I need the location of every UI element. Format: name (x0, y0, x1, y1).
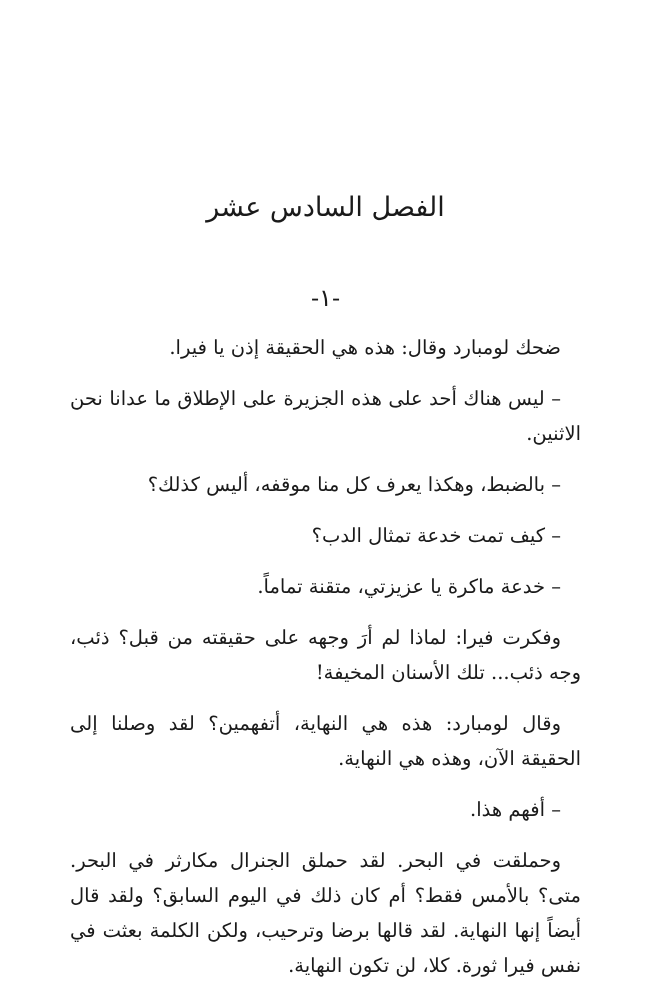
paragraph: وقال لومبارد: هذه هي النهاية، أتفهمين؟ لقد وصلنا إلى الحقيقة الآن، وهذه هي النهاية. (70, 712, 581, 770)
dialog-line: – خدعة ماكرة يا عزيزتي، متقنة تماماً. (257, 575, 561, 598)
dialog-line: – ليس هناك أحد على هذه الجزيرة على الإطلاق ما عدانا نحن الاثنين. (70, 387, 581, 445)
section-number: -١- (310, 284, 341, 312)
paragraph: ضحك لومبارد وقال: هذه هي الحقيقة إذن يا فيرا. (169, 336, 561, 359)
chapter-title: الفصل السادس عشر (206, 192, 445, 223)
dialog-line: – بالضبط، وهكذا يعرف كل منا موقفه، أليس كذلك؟ (147, 473, 561, 496)
dialog-line: – أفهم هذا. (470, 798, 561, 821)
dialog-line: – كيف تمت خدعة تمثال الدب؟ (311, 524, 561, 547)
paragraph: وحملقت في البحر. لقد حملق الجنرال مكارثر في البحر. متى؟ بالأمس فقط؟ أم كان ذلك في اليوم السابق؟ ولقد قال أيضاً إنها النهاية. لقد قالها برضا وترحيب، ولكن الكلمة بعثت في نفس فيرا ثورة. كلا، لن تكون النهاية. (70, 849, 581, 977)
body-text (70, 330, 581, 999)
paragraph: وفكرت فيرا: لماذا لم أرَ وجهه على حقيقته من قبل؟ ذئب، وجه ذئب... تلك الأسنان المخيفة! (70, 626, 581, 684)
